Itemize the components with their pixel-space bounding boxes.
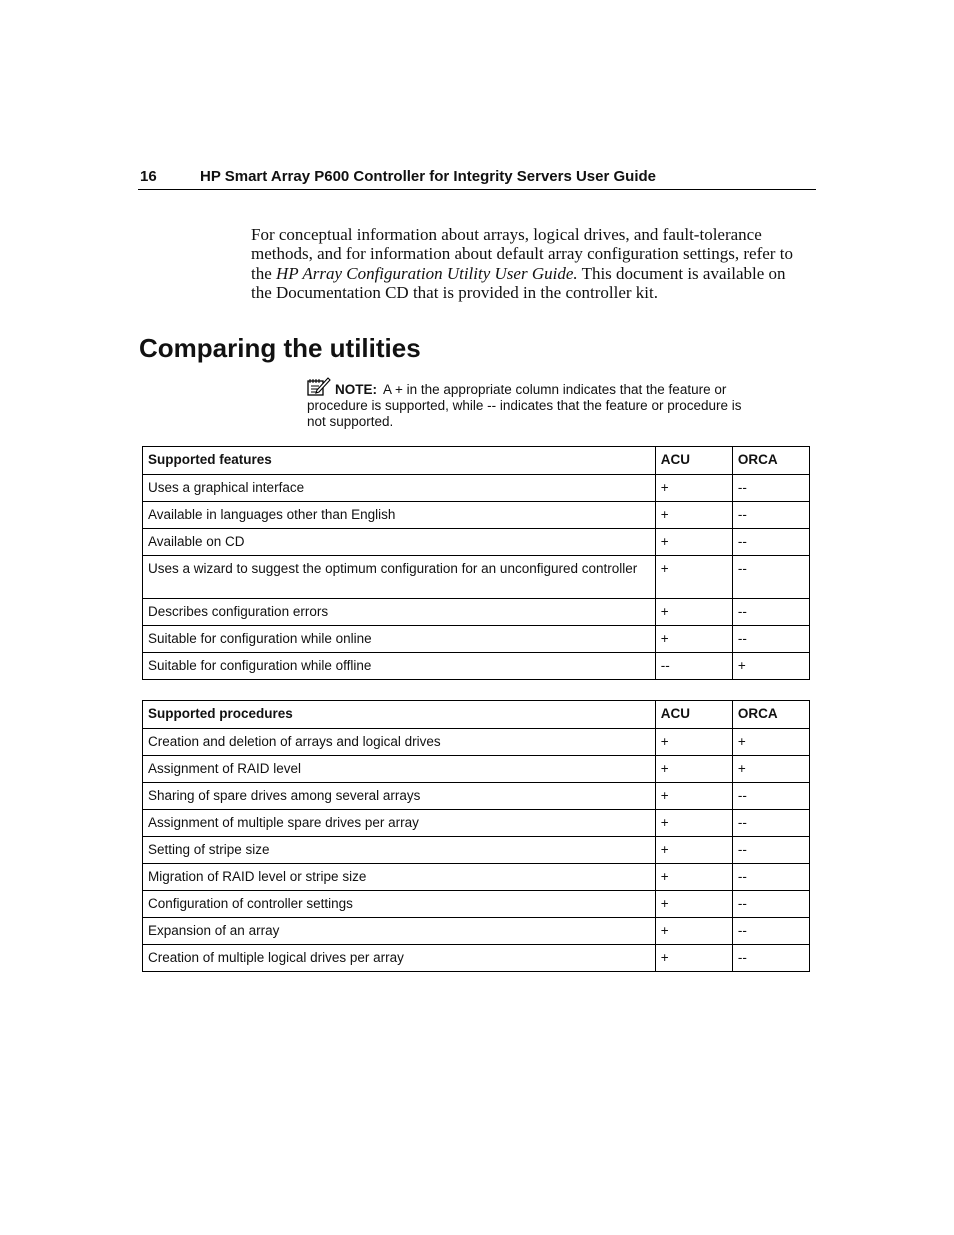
procedures-table — [142, 700, 810, 972]
orca-cell: -- — [732, 599, 809, 626]
document-title: HP Smart Array P600 Controller for Integrity Servers User Guide — [200, 168, 656, 185]
table-row — [143, 864, 810, 891]
intro-text-before: For conceptual information about arrays, logical drives, and fault-tolerance methods, and for information about default array configuration settings, refer to the — [251, 225, 793, 283]
running-header — [138, 168, 816, 190]
note-block — [307, 376, 757, 430]
feature-cell: Uses a graphical interface — [143, 475, 656, 502]
procedure-cell: Migration of RAID level or stripe size — [143, 864, 656, 891]
table-row — [143, 837, 810, 864]
column-header: ORCA — [732, 701, 809, 729]
acu-cell: + — [655, 729, 732, 756]
feature-cell: Describes configuration errors — [143, 599, 656, 626]
acu-cell: -- — [655, 653, 732, 680]
procedure-cell: Configuration of controller settings — [143, 891, 656, 918]
procedure-cell: Assignment of multiple spare drives per array — [143, 810, 656, 837]
orca-cell: -- — [732, 864, 809, 891]
table-row — [143, 756, 810, 783]
intro-paragraph — [251, 225, 806, 303]
acu-cell: + — [655, 502, 732, 529]
acu-cell: + — [655, 864, 732, 891]
feature-cell: Suitable for configuration while online — [143, 626, 656, 653]
column-header: ACU — [655, 701, 732, 729]
acu-cell: + — [655, 945, 732, 972]
table-row — [143, 783, 810, 810]
procedure-cell: Assignment of RAID level — [143, 756, 656, 783]
page-number: 16 — [140, 168, 157, 185]
orca-cell: -- — [732, 529, 809, 556]
table-row — [143, 729, 810, 756]
note-text: A + in the appropriate column indicates that the feature or procedure is supported, while -- indicates that the feature or procedure is not supported. — [307, 382, 742, 429]
procedure-cell: Creation and deletion of arrays and logical drives — [143, 729, 656, 756]
acu-cell: + — [655, 783, 732, 810]
orca-cell: + — [732, 653, 809, 680]
note-label: NOTE: — [335, 382, 377, 397]
column-header: ORCA — [732, 447, 809, 475]
table-row — [143, 891, 810, 918]
orca-cell: -- — [732, 475, 809, 502]
acu-cell: + — [655, 529, 732, 556]
orca-cell: -- — [732, 945, 809, 972]
procedure-cell: Creation of multiple logical drives per array — [143, 945, 656, 972]
acu-cell: + — [655, 556, 732, 599]
table-row — [143, 502, 810, 529]
table-row — [143, 556, 810, 599]
intro-text-after: This document is available on the Documentation CD that is provided in the controller kit. — [251, 263, 786, 303]
features-table — [142, 446, 810, 680]
orca-cell: + — [732, 756, 809, 783]
note-pad-icon — [307, 376, 331, 396]
orca-cell: -- — [732, 556, 809, 599]
table-row — [143, 599, 810, 626]
section-heading: Comparing the utilities — [139, 333, 421, 363]
feature-cell: Uses a wizard to suggest the optimum configuration for an unconfigured controller — [143, 556, 656, 599]
orca-cell: -- — [732, 837, 809, 864]
table-row — [143, 810, 810, 837]
orca-cell: -- — [732, 783, 809, 810]
acu-cell: + — [655, 810, 732, 837]
orca-cell: -- — [732, 810, 809, 837]
orca-cell: + — [732, 729, 809, 756]
orca-cell: -- — [732, 502, 809, 529]
table-row — [143, 945, 810, 972]
orca-cell: -- — [732, 891, 809, 918]
table-row — [143, 918, 810, 945]
acu-cell: + — [655, 626, 732, 653]
feature-cell: Suitable for configuration while offline — [143, 653, 656, 680]
orca-cell: -- — [732, 626, 809, 653]
acu-cell: + — [655, 891, 732, 918]
table-row — [143, 529, 810, 556]
procedure-cell: Expansion of an array — [143, 918, 656, 945]
procedure-cell: Sharing of spare drives among several arrays — [143, 783, 656, 810]
table-header-row — [143, 447, 810, 475]
table-row — [143, 475, 810, 502]
table-row — [143, 653, 810, 680]
acu-cell: + — [655, 918, 732, 945]
acu-cell: + — [655, 475, 732, 502]
column-header: Supported features — [143, 447, 656, 475]
orca-cell: -- — [732, 918, 809, 945]
feature-cell: Available in languages other than English — [143, 502, 656, 529]
table-row — [143, 626, 810, 653]
acu-cell: + — [655, 756, 732, 783]
column-header: ACU — [655, 447, 732, 475]
guide-title: HP Array Configuration Utility User Guide. — [276, 263, 578, 283]
acu-cell: + — [655, 599, 732, 626]
acu-cell: + — [655, 837, 732, 864]
feature-cell: Available on CD — [143, 529, 656, 556]
column-header: Supported procedures — [143, 701, 656, 729]
procedure-cell: Setting of stripe size — [143, 837, 656, 864]
table-header-row — [143, 701, 810, 729]
